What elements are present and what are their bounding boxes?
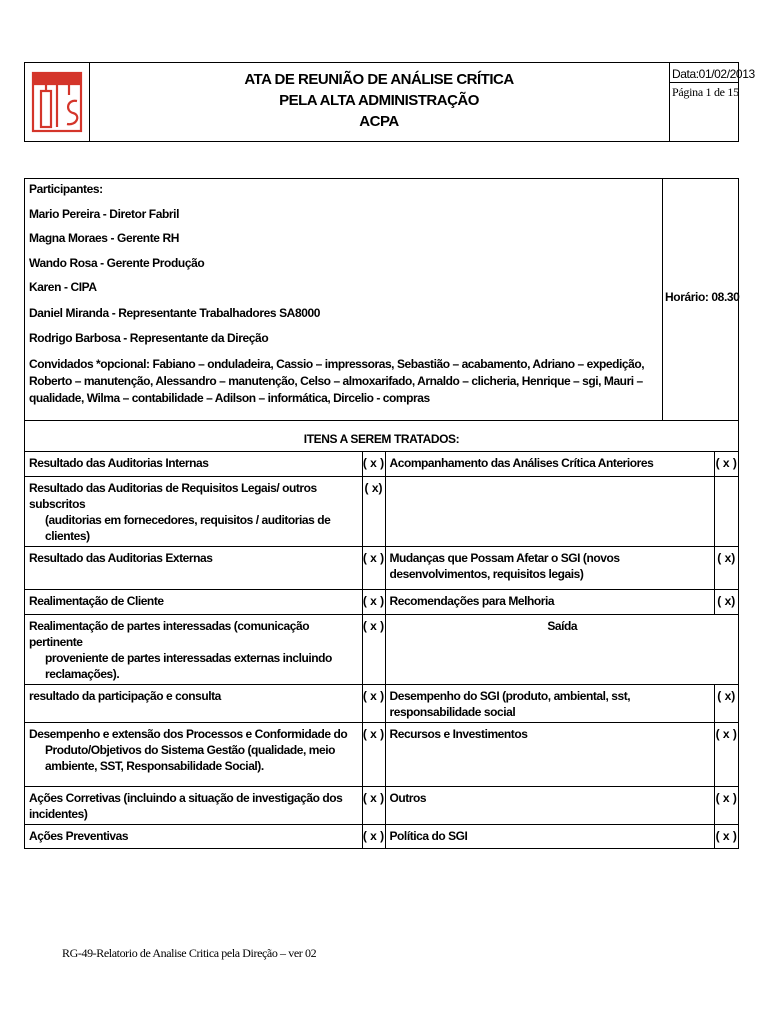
participant-item: Rodrigo Barbosa - Representante da Direção [29,331,269,345]
participant-item: Wando Rosa - Gerente Produção [29,256,205,270]
participants-box [24,178,739,421]
left-checkbox[interactable]: ( x ) [362,452,385,476]
meta-cell [669,63,755,141]
right-item: Outros [385,786,714,824]
table-row [25,684,738,722]
items-table [24,421,739,849]
left-item [25,614,362,684]
table-row [25,589,738,614]
left-item: Ações Preventivas [25,824,362,848]
right-checkbox[interactable]: ( x) [714,546,738,589]
item-line: Desempenho e extensão dos Processos e Conformidade do [29,726,348,741]
logo-cell [25,63,90,141]
left-item: Realimentação de Cliente [25,589,362,614]
participants-heading: Participantes: [29,182,103,196]
left-item [25,722,362,786]
participant-item: Magna Moraes - Gerente RH [29,231,180,245]
table-row [25,722,738,786]
right-item-empty [385,476,714,546]
right-item: Acompanhamento das Análises Crítica Anteriores [385,452,714,476]
table-row [25,614,738,684]
guests-text: Convidados *opcional: Fabiano – onduladeira, Cassio – impressoras, Sebastião – acabamento, Adriano – expedição, Roberto – manutenção, Alessandro – manutenção, Celso – almoxarifado, Arnaldo – clicheria, Henrique – sgi, Mauri – qualidade, Wilma – contabilidade – Adilson – informática, Dircelio - compras [29,357,645,405]
meeting-time: Horário: 08.30 [665,290,740,304]
table-row [25,546,738,589]
document-header [24,62,755,142]
item-line-indented: proveniente de partes interessadas externas incluindo reclamações). [45,650,332,681]
left-checkbox[interactable]: ( x ) [362,546,385,589]
left-item: resultado da participação e consulta [25,684,362,722]
left-item [25,476,362,546]
right-checkbox[interactable]: ( x) [714,684,738,722]
title-line-3: ACPA [359,113,399,130]
table-row [25,452,738,476]
table-row [25,476,738,546]
left-checkbox[interactable]: ( x ) [362,824,385,848]
right-item: Recomendações para Melhoria [385,589,714,614]
right-checkbox[interactable]: ( x ) [714,786,738,824]
items-title: ITENS A SEREM TRATADOS: [25,421,738,452]
right-checkbox[interactable]: ( x ) [714,824,738,848]
left-checkbox[interactable]: ( x ) [362,589,385,614]
item-line-indented: Produto/Objetivos do Sistema Gestão (qualidade, meio ambiente, SST, Responsabilidade Social). [45,742,335,773]
right-item: Política do SGI [385,824,714,848]
title-line-1: ATA DE REUNIÃO DE ANÁLISE CRÍTICA [244,71,514,88]
participants-list [25,179,663,420]
participant-item: Karen - CIPA [29,280,97,294]
item-line: Resultado das Auditorias de Requisitos Legais/ outros subscritos [29,480,317,511]
page-number: Página 1 de 15 [672,85,739,99]
document-title [89,63,669,141]
left-item: Resultado das Auditorias Internas [25,452,362,476]
right-checkbox[interactable]: ( x ) [714,452,738,476]
right-checkbox-empty [714,476,738,546]
participant-item: Daniel Miranda - Representante Trabalhadores SA8000 [29,306,321,320]
right-checkbox[interactable]: ( x) [714,589,738,614]
output-heading: Saída [385,614,738,684]
left-checkbox[interactable]: ( x) [362,476,385,546]
table-row [25,786,738,824]
right-checkbox[interactable]: ( x ) [714,722,738,786]
left-checkbox[interactable]: ( x ) [362,722,385,786]
left-checkbox[interactable]: ( x ) [362,684,385,722]
left-item: Resultado das Auditorias Externas [25,546,362,589]
item-line-indented: (auditorias em fornecedores, requisitos / auditorias de clientes) [45,512,331,543]
participant-item: Mario Pereira - Diretor Fabril [29,207,180,221]
items-grid [25,452,738,848]
document-date: Data:01/02/2013 [670,63,739,83]
title-line-2: PELA ALTA ADMINISTRAÇÃO [279,92,479,109]
left-item: Ações Corretivas (incluindo a situação de investigação dos incidentes) [25,786,362,824]
right-item: Mudanças que Possam Afetar o SGI (novos desenvolvimentos, requisitos legais) [385,546,714,589]
left-checkbox[interactable]: ( x ) [362,786,385,824]
company-logo-icon [31,71,83,133]
table-row [25,824,738,848]
right-item: Recursos e Investimentos [385,722,714,786]
document-footer: RG-49-Relatorio de Analise Critica pela Direção – ver 02 [62,946,317,960]
item-line: Realimentação de partes interessadas (comunicação pertinente [29,618,310,649]
right-item: Desempenho do SGI (produto, ambiental, sst, responsabilidade social [385,684,714,722]
left-checkbox[interactable]: ( x ) [362,614,385,684]
